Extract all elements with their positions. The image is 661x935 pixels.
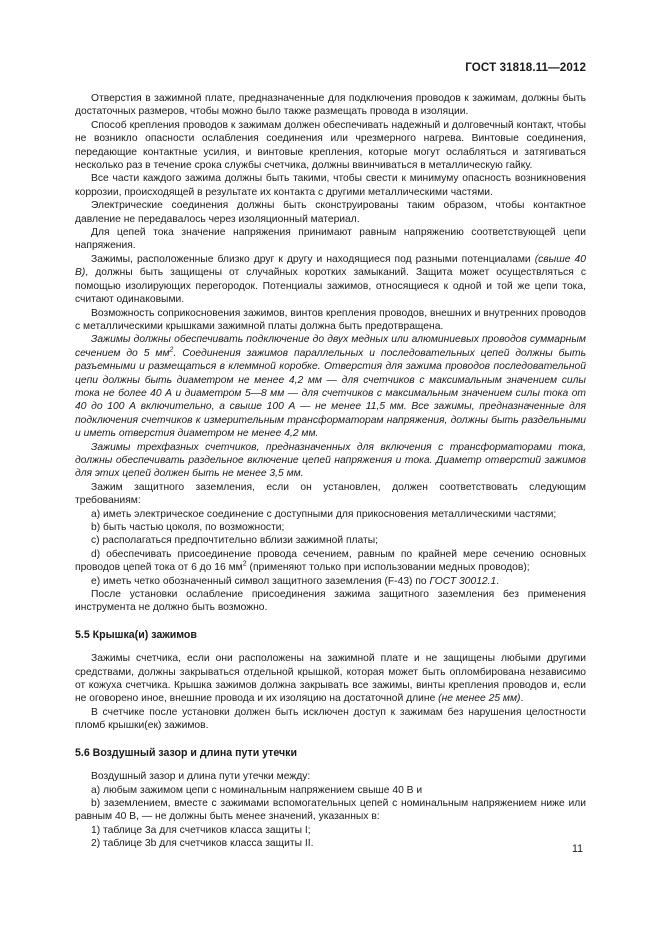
document-body <box>75 92 586 851</box>
list-item-b: b) быть частью цоколя, по возможности; <box>91 522 285 533</box>
paragraph: Воздушный зазор и длина пути утечки между: <box>91 771 311 783</box>
paragraph: После установки ослабление присоединения зажима защитного заземления без применения инструмента не должно быть возможно. <box>75 589 586 614</box>
list-item-e <box>75 575 586 588</box>
paragraph: Отверстия в зажимной плате, предназначенные для подключения проводов к зажимам, должны быть достаточных размеров, чтобы можно было также размещать провода в изоляции. <box>75 93 586 118</box>
list-item-d <box>75 548 586 575</box>
paragraph: Способ крепления проводов к зажимам должен обеспечивать надежный и долговечный контакт, чтобы не возникло опасности ослабления соединения или чрезмерного нагрева. Винтовые соединения, передающие контактные усилия, и винтовые крепления, которые могут ослабляться и затягиваться несколько раз в течение срока службы счетчика, должны ввинчиваться в металлическую гайку. <box>75 119 586 172</box>
text-span: . <box>520 693 524 705</box>
text-span: е) иметь четко обозначенный символ защитного заземления (F-43) по <box>91 575 430 587</box>
paragraph: Для цепей тока значение напряжения принимают равным напряжению соответствующей цепи напряжения. <box>75 227 586 252</box>
paragraph-close-terminals <box>75 253 586 307</box>
text-span: (применяют только при использовании медных проводов); <box>246 562 530 574</box>
text-span: . <box>496 575 500 587</box>
paragraph: Возможность соприкосновения зажимов, винтов крепления проводов, внешних и внутренних проводов с металлическими крышками зажимной платы должна быть предотвращена. <box>75 307 586 332</box>
sub-item-2: 2) таблице 3b для счетчиков класса защиты II. <box>91 838 314 850</box>
section-heading-5-6: 5.6 Воздушный зазор и длина пути утечки <box>75 746 297 759</box>
paragraph: В счетчике после установки должен быть исключен доступ к зажимам без нарушения целостности пломб крышки(ек) зажимов. <box>75 706 586 732</box>
text-span: Зажимы счетчика, если они расположены на зажимной плате и не защищены любыми другими средствами, должны закрываться отдельной крышкой, которая может быть опломбирована независимо от кожуха счетчика. Крышка зажимов должна закрывать все зажимы, винты крепления проводов и, если не оговорено иное, внешние провода и их изоляцию на достаточной длине <box>75 653 586 705</box>
paragraph-terminal-cover <box>75 652 586 706</box>
standard-reference: ГОСТ 30012.1 <box>429 575 497 587</box>
sub-item-1: 1) таблице 3а для счетчиков класса защиты I; <box>91 824 311 836</box>
superscript: 2 <box>242 560 247 568</box>
text-span: d) обеспечивать присоединение провода сечением, равным по крайней мере сечению основных проводов цепей тока от 6 до 16 мм <box>75 548 586 574</box>
text-span: Зажимы, расположенные близко друг к другу и находящиеся под разными потенциалами <box>91 253 535 265</box>
paragraph: Зажим защитного заземления, если он установлен, должен соответствовать следующим требованиям: <box>75 481 586 507</box>
paragraph: Все части каждого зажима должны быть такими, чтобы свести к минимуму опасность возникновения коррозии, происходящей в результате их контакта с другими металлическими частями. <box>75 173 586 198</box>
superscript: 2 <box>169 346 174 354</box>
paragraph: Электрические соединения должны быть сконструированы таким образом, чтобы контактное давление не передавалось через изоляционный материал. <box>75 200 586 225</box>
list-item-c: c) располагаться предпочтительно вблизи зажимной платы; <box>91 535 379 547</box>
list-item-a: а) иметь электрическое соединение с доступными для прикосновения металлическими частями; <box>91 508 557 520</box>
standard-code-header: ГОСТ 31818.11—2012 <box>465 61 586 74</box>
text-span: , должны быть защищены от случайных коротких замыканий. Защита может осуществляться с помощью изолирующих перегородок. Потенциалы зажимов, относящиеся к одной и той же цепи тока, считают одинаковыми. <box>75 267 586 306</box>
italic-span: (не менее 25 мм) <box>438 693 521 705</box>
paragraph-wire-section <box>75 333 586 440</box>
text-span: . Соединения зажимов параллельных и последовательных цепей должны быть разъемными и размещаться в клеммной коробке. Отверстия для зажима проводов последовательной цепи должны быть диаметром не менее 4,2 мм — для счетчиков с максимальным значением силы тока не более 40 А и диаметром 5—8 мм — для счетчиков с максимальным значением силы тока от 40 до 100 А включительно, а свыше 100 А — не менее 11,5 мм. Все зажимы, предназначенные для подключения счетчиков к измерительным трансформаторам напряжения, должны быть раздельными и иметь отверстия диаметром не менее 4,2 мм. <box>75 347 586 440</box>
list-item-b: b) заземлением, вместе с зажимами вспомогательных цепей с номинальным напряжением ниже или равным 40 В, — не должны быть менее значений, указанных в: <box>75 797 586 823</box>
section-heading-5-5: 5.5 Крышка(и) зажимов <box>75 628 197 641</box>
italic-span: (свыше 40 В) <box>75 253 586 279</box>
paragraph-three-phase: Зажимы трехфазных счетчиков, предназначенных для включения с трансформаторами тока, должны обеспечивать раздельное включение цепей напряжения и тока. Диаметр отверстий зажимов для этих цепей должен быть не менее 3,5 мм. <box>75 441 586 480</box>
page-number: 11 <box>572 843 583 855</box>
text-span: Зажимы должны обеспечивать подключение до двух медных или алюминиевых проводов суммарным сечением до 5 мм <box>75 334 586 359</box>
list-item-a: а) любым зажимом цепи с номинальным напряжением свыше 40 В и <box>91 784 423 796</box>
